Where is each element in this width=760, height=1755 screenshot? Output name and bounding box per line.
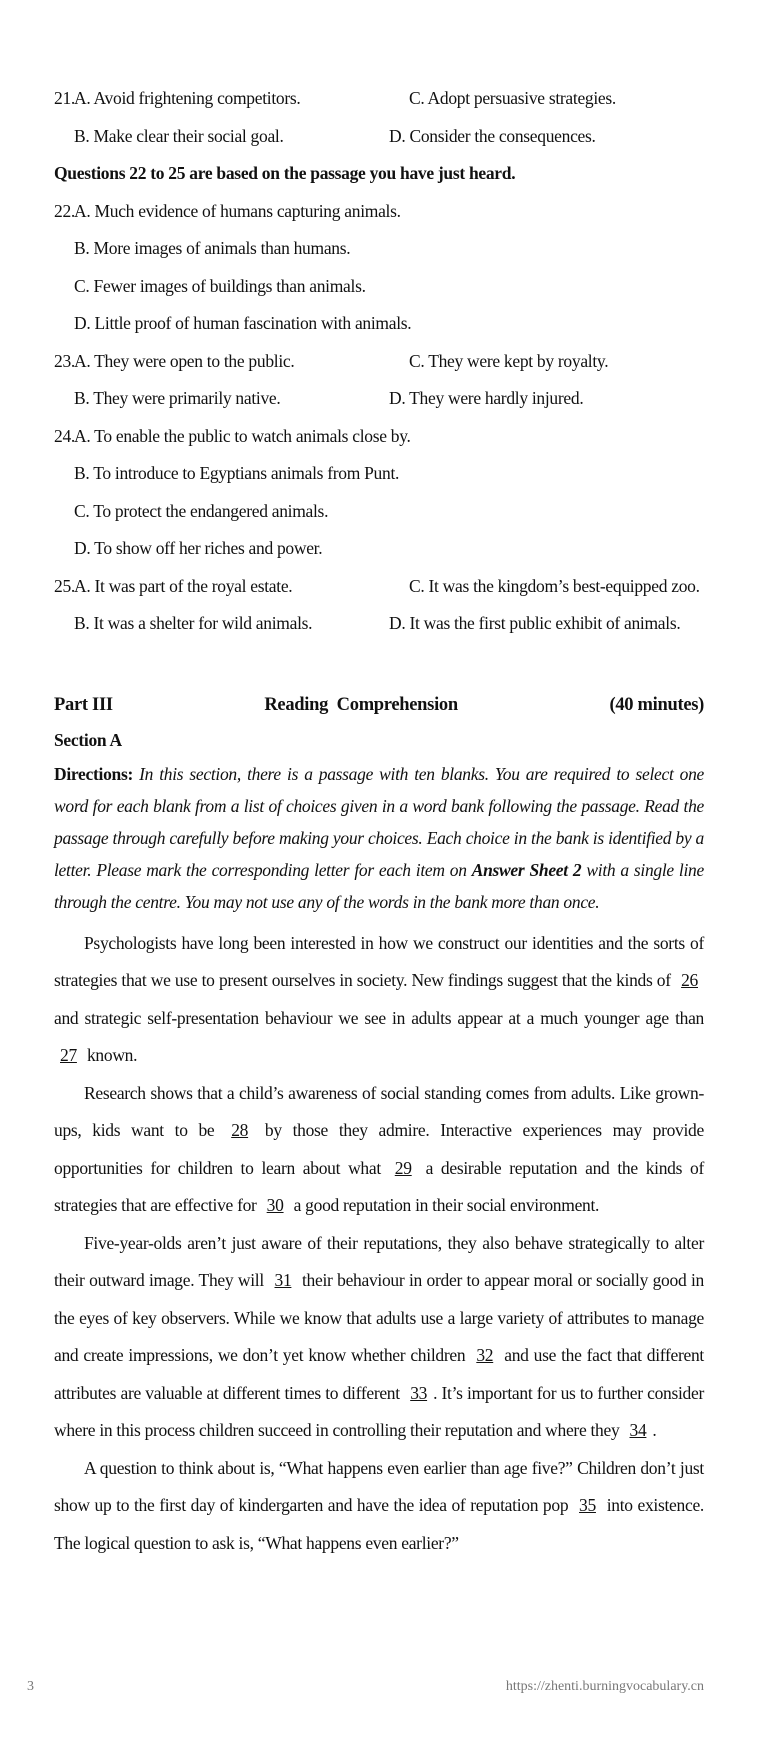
passage-text: a good reputation in their social environment. bbox=[289, 1195, 600, 1215]
passage-paragraph-2 bbox=[54, 1075, 704, 1225]
question-25-row-2 bbox=[54, 605, 704, 643]
option-a: A. Much evidence of humans capturing animals. bbox=[74, 200, 401, 221]
option-d: D. They were hardly injured. bbox=[389, 388, 584, 409]
passage-text: . It’s important for us to further consider where in this process children succeed in controlling their reputation and where they bbox=[54, 1382, 705, 1440]
question-21-row-2 bbox=[54, 118, 704, 156]
blank-28: 28 bbox=[231, 1120, 249, 1140]
passage-text: a desirable reputation and the kinds of strategies that are effective for bbox=[54, 1157, 705, 1215]
question-25-row-1 bbox=[54, 568, 704, 606]
option-d: D. Consider the consequences. bbox=[389, 125, 596, 146]
passage-text: Five-year-olds aren’t just aware of their reputations, they also behave strategically to alter their outward image. They will bbox=[54, 1232, 704, 1290]
blank-29: 29 bbox=[394, 1157, 412, 1178]
section-note: Questions 22 to 25 are based on the passage you have just heard. bbox=[54, 163, 516, 184]
directions-label: Directions: bbox=[54, 763, 133, 784]
option-d: D. Little proof of human fascination with animals. bbox=[74, 313, 412, 334]
section-heading: Section A bbox=[54, 730, 122, 750]
passage-paragraph-3 bbox=[54, 1225, 704, 1450]
question-number: 23. bbox=[54, 350, 75, 371]
question-23-row-1 bbox=[54, 343, 704, 381]
option-a: A. Avoid frightening competitors. bbox=[74, 88, 301, 109]
passage-text: by those they admire. Interactive experiences may provide opportunities for children to learn about what bbox=[54, 1120, 704, 1178]
question-number: 22. bbox=[54, 200, 75, 221]
page-number: 3 bbox=[27, 1679, 34, 1694]
question-24-option-a-line bbox=[54, 418, 704, 456]
directions bbox=[54, 758, 704, 918]
question-21-row-1 bbox=[54, 80, 704, 118]
part-time: (40 minutes) bbox=[609, 695, 704, 715]
option-c: C. Fewer images of buildings than animals. bbox=[74, 275, 366, 296]
option-b: B. It was a shelter for wild animals. bbox=[74, 613, 313, 634]
option-a: A. They were open to the public. bbox=[74, 350, 295, 371]
directions-text: In this section, there is a passage with ten blanks. You are required to select one word for each blank from a list of choices given in a word bank following the passage. Read the passage through carefully before making your choices. Each choice in the bank is identified by a letter. Please mark the corresponding letter for each item on bbox=[54, 763, 704, 880]
blank-31: 31 bbox=[274, 1270, 292, 1290]
blank-32: 32 bbox=[476, 1345, 494, 1365]
option-d: D. It was the first public exhibit of animals. bbox=[389, 613, 681, 634]
blank-34: 34 bbox=[629, 1420, 647, 1440]
passage-text: Psychologists have long been interested in how we construct our identities and the sorts of strategies that we use to present ourselves in society. New findings suggest that the kinds of bbox=[54, 932, 704, 990]
passage-paragraph-4 bbox=[54, 1450, 704, 1563]
part-heading bbox=[54, 688, 704, 724]
passage-text: and use the fact that different attributes are valuable at different times to different bbox=[54, 1345, 704, 1403]
footer-url: https://zhenti.burningvocabulary.cn bbox=[505, 1679, 704, 1694]
reading-passage bbox=[54, 925, 704, 1563]
question-number: 21. bbox=[54, 88, 75, 109]
option-b: B. More images of animals than humans. bbox=[74, 238, 351, 259]
directions-text-end: with a single line through the centre. You may not use any of the words in the bank more than once. bbox=[54, 859, 704, 912]
passage-text: their behaviour in order to appear moral or socially good in the eyes of key observers. While we know that adults use a large variety of attributes to manage and create impressions, we don’t yet know whether children bbox=[54, 1270, 704, 1365]
option-a: A. To enable the public to watch animals close by. bbox=[74, 425, 411, 446]
passage-text: known. bbox=[82, 1045, 138, 1065]
option-c: C. It was the kingdom’s best-equipped zoo. bbox=[409, 575, 700, 596]
part-label: Part III bbox=[54, 695, 113, 715]
option-b: B. They were primarily native. bbox=[74, 388, 281, 409]
option-b: B. To introduce to Egyptians animals from Punt. bbox=[74, 463, 400, 484]
passage-text: into existence. The logical question to ask is, “What happens even earlier?” bbox=[54, 1495, 704, 1553]
part-title: Reading Comprehension bbox=[264, 695, 458, 715]
question-number: 24. bbox=[54, 425, 75, 446]
option-d: D. To show off her riches and power. bbox=[74, 538, 323, 559]
option-c: C. They were kept by royalty. bbox=[409, 350, 609, 371]
question-number: 25. bbox=[54, 575, 75, 596]
blank-35: 35 bbox=[579, 1495, 596, 1515]
blank-26: 26 bbox=[681, 970, 698, 990]
passage-text: . bbox=[652, 1420, 657, 1440]
exam-content bbox=[54, 80, 704, 1562]
passage-text: and strategic self-presentation behaviour we see in adults appear at a much younger age than bbox=[54, 1007, 704, 1028]
question-23-row-2 bbox=[54, 380, 704, 418]
answer-sheet-label: Answer Sheet 2 bbox=[471, 859, 582, 880]
passage-text: Research shows that a child’s awareness of social standing comes from adults. Like grown-ups, kids want to be bbox=[54, 1082, 704, 1140]
option-c: C. To protect the endangered animals. bbox=[74, 500, 329, 521]
option-b: B. Make clear their social goal. bbox=[74, 125, 284, 146]
passage-text: A question to think about is, “What happens even earlier than age five?” Children don’t just show up to the first day of kindergarten and have the idea of reputation pop bbox=[54, 1457, 704, 1515]
option-c: C. Adopt persuasive strategies. bbox=[409, 88, 616, 109]
blank-27: 27 bbox=[60, 1045, 77, 1065]
option-a: A. It was part of the royal estate. bbox=[74, 575, 293, 596]
blank-30: 30 bbox=[266, 1195, 284, 1215]
passage-paragraph-1 bbox=[54, 925, 704, 1075]
blank-33: 33 bbox=[410, 1382, 428, 1403]
question-22-option-a-line bbox=[54, 193, 704, 231]
